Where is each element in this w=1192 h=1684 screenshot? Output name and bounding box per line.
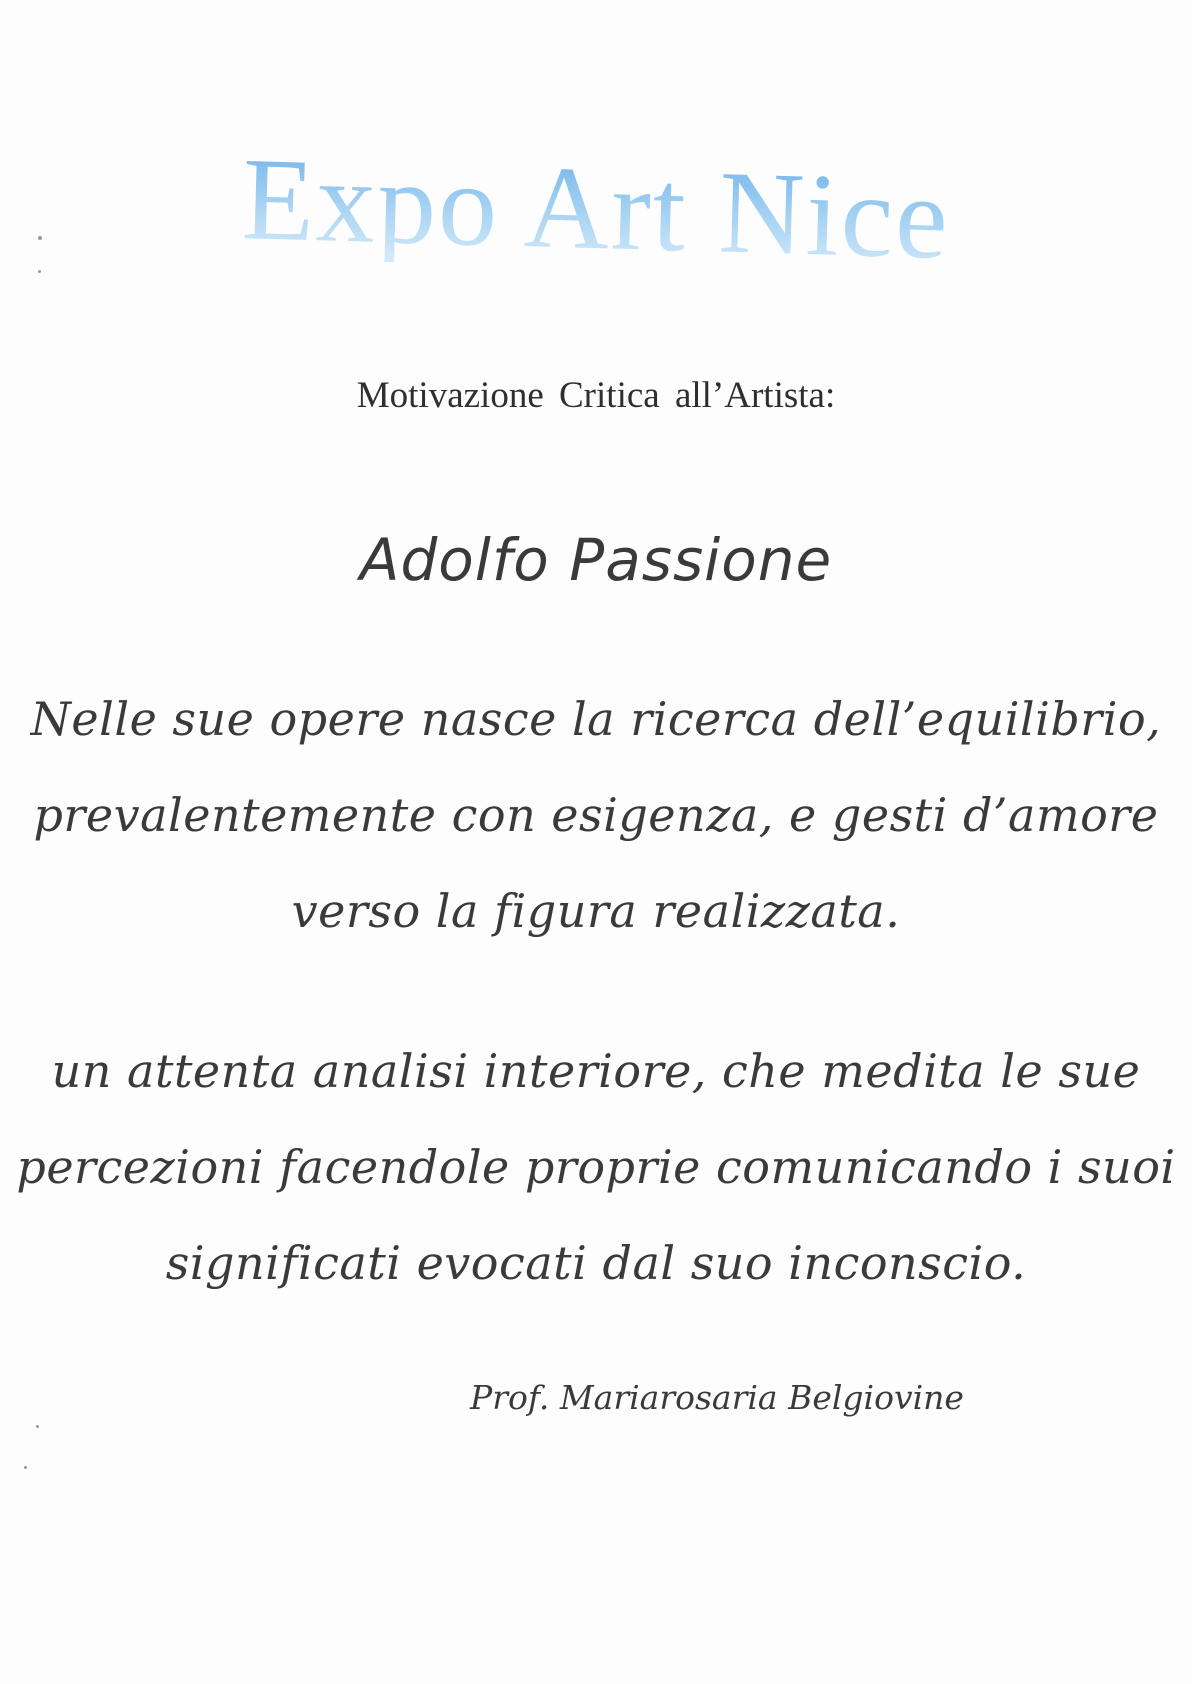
signature: Prof. Mariarosaria Belgiovine [470,1378,964,1417]
scan-speck [38,270,41,273]
scan-speck [24,1466,27,1469]
artist-name: Adolfo Passione [359,526,833,594]
motivation-line: verso la figura realizzata. [291,884,901,938]
scan-speck [36,1425,39,1428]
motivation-line: Nelle sue opere nasce la ricerca dell’equilibrio, [30,692,1162,746]
motivation-line: prevalentemente con esigenza, e gesti d’amore [33,788,1159,842]
exhibition-title: Expo Art Nice [0,133,1192,284]
motivation-line: significati evocati dal suo inconscio. [165,1236,1027,1290]
motivation-line: un attenta analisi interiore, che medita le sue [51,1044,1141,1098]
subtitle: Motivazione Critica all’Artista: [356,375,836,416]
motivation-line: percezioni facendole proprie comunicando i suoi [16,1140,1176,1194]
